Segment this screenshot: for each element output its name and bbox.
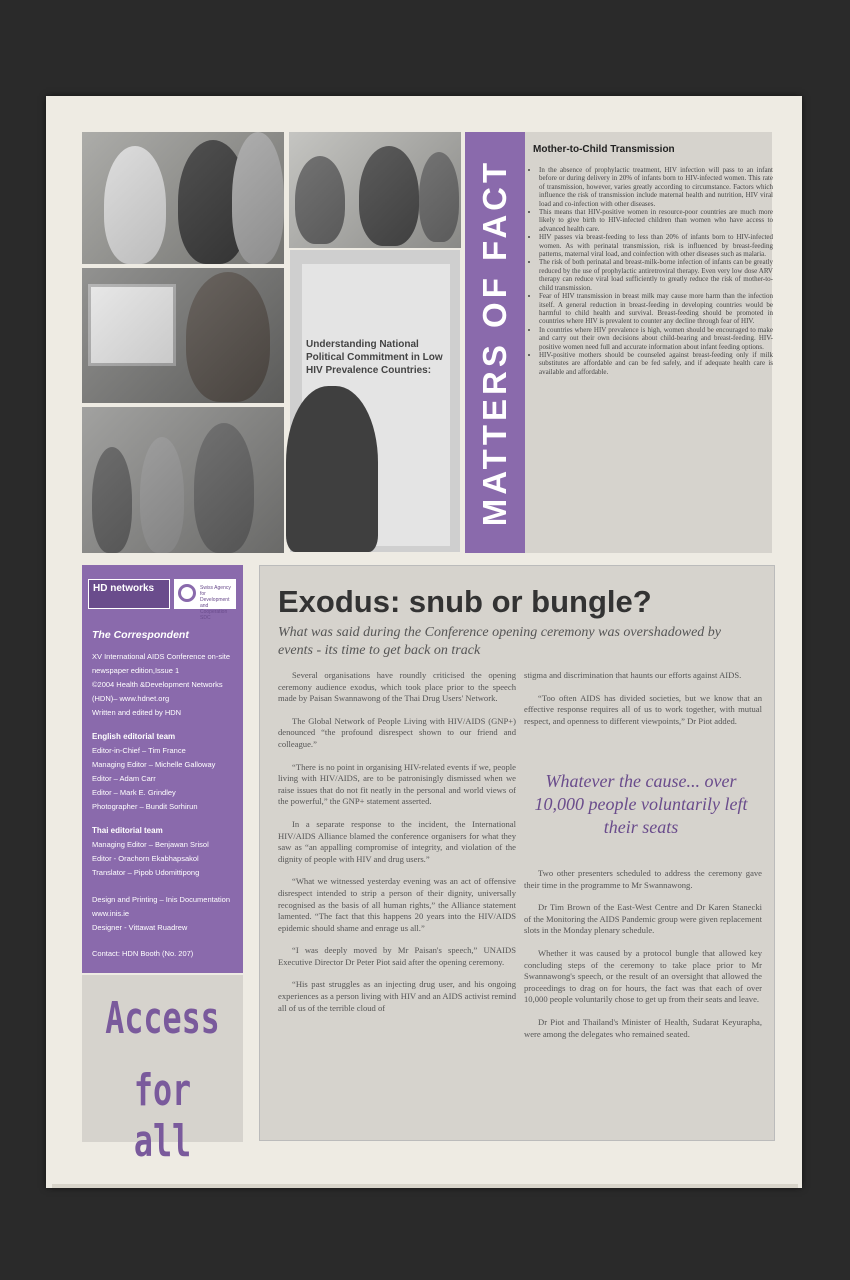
- english-team-heading: English editorial team: [92, 732, 176, 741]
- article-paragraph: “I was deeply moved by Mr Paisan's speech,” UNAIDS Executive Director Dr Peter Piot said after the opening ceremony.: [278, 945, 516, 967]
- sidebar-title: The Correspondent: [92, 629, 189, 641]
- fact-item: • In countries where HIV prevalence is high, women should be encouraged to make and carry out their own decisions about child-bearing and breast-feeding. HIV-positive women need full and accurate information about infant feeding options.: [539, 326, 773, 351]
- fact-item: • Fear of HIV transmission in breast milk may cause more harm than the infection itself. A general reduction in breast-feeding in developing countries would be harmful to child health and survival. Breast-feeding should be promoted in countries where HIV is prevalent to counter any decline through fear of HIV.: [539, 292, 773, 326]
- poster-title: Understanding National Political Commitment in Low HIV Prevalence Countries:: [306, 339, 443, 376]
- english-team-member: Editor-in-Chief – Tim France: [92, 746, 186, 755]
- fact-item: • HIV passes via breast-feeding to less than 20% of infants born to HIV-infected women. As with perinatal transmission, risk is influenced by breast-feeding patterns, maternal viral load, and coinfection with other diseases such as malaria.: [539, 233, 773, 258]
- article-column-right-top: [524, 670, 762, 738]
- article-paragraph: The Global Network of People Living with HIV/AIDS (GNP+) denounced “the profound disrespect shown to our friend and colleague.”: [278, 715, 516, 749]
- article-pullquote: Whatever the cause... over 10,000 people voluntarily left their seats: [534, 771, 748, 837]
- design-credit: Designer - Vittawat Ruadrew: [92, 923, 188, 932]
- photo-crowd-dancers: [82, 407, 284, 553]
- article-paragraph: Dr Piot and Thailand's Minister of Health, Sudarat Keyurapha, were among the delegates who remained seated.: [524, 1016, 762, 1039]
- fact-box-title: Mother-to-Child Transmission: [533, 144, 675, 155]
- english-team-member: Editor – Mark E. Grindley: [92, 788, 176, 797]
- thai-team-member: Editor - Orachorn Ekabhapsakol: [92, 854, 199, 863]
- design-credit: www.inis.ie: [92, 909, 130, 918]
- fact-box: [525, 132, 772, 553]
- band-label: MATTERS OF FACT: [476, 158, 513, 527]
- photo-poster-session: [290, 250, 460, 552]
- article-paragraph: In a separate response to the incident, the International HIV/AIDS Alliance blamed the conference organisers for what they saw as “an appalling compromise of integrity, and violation of the dignity of people with HIV and drug users.”: [278, 818, 516, 864]
- access-line-1: Access: [105, 993, 220, 1044]
- fact-list: [529, 166, 773, 376]
- sidebar-intro-line: (HDN)– www.hdnet.org: [92, 694, 170, 703]
- fact-item: • HIV-positive mothers should be counseled against breast-feeding only if milk substitutes are affordable and can be fed safely, and if adequate health care is available and affordable.: [539, 351, 773, 376]
- access-line-2: for all: [133, 1065, 192, 1167]
- hdn-logo: HD networks: [88, 579, 170, 609]
- sidebar-intro-line: newspaper edition,Issue 1: [92, 666, 180, 675]
- article-headline: Exodus: snub or bungle?: [278, 584, 652, 619]
- article-column-left: [278, 670, 516, 1025]
- matters-of-fact-band: [465, 132, 525, 553]
- contact-line: Contact: HDN Booth (No. 207): [92, 949, 194, 958]
- photo-crowd-performance: [289, 132, 461, 248]
- article-paragraph: Whether it was caused by a protocol bungle that allowed key concluding steps of the ceremony to take place prior to Mr Swannawong's speech, or the result of an oversight that allowed the proceedings to drag on for hours, the fact was that each of over 10,000 people voluntarily chose to get up from their seats and leave.: [524, 947, 762, 1005]
- english-team-member: Photographer – Bundit Sorhirun: [92, 802, 198, 811]
- article-paragraph: Two other presenters scheduled to address the ceremony gave their time in the programme to Mr Swannawong.: [524, 868, 762, 890]
- paper-edge: [52, 1184, 798, 1188]
- article-paragraph: Several organisations have roundly criticised the opening ceremony audience exodus, which took place prior to the speech made by Paisan Swannawong of the Thai Drug Users' Network.: [278, 670, 516, 704]
- thai-team-member: Managing Editor – Benjawan Srisol: [92, 840, 209, 849]
- article-paragraph: stigma and discrimination that haunts our efforts against AIDS.: [524, 670, 742, 680]
- sdc-logo: Swiss Agency for Development and Cooperation SDC: [174, 579, 236, 609]
- article: [259, 565, 775, 1141]
- english-team-member: Editor – Adam Carr: [92, 774, 156, 783]
- design-credit: Design and Printing – Inis Documentation: [92, 895, 230, 904]
- article-deck: What was said during the Conference opening ceremony was overshadowed by events - its time to get back on track: [278, 625, 722, 658]
- thai-team-member: Translator – Pipob Udomittipong: [92, 868, 200, 877]
- article-paragraph: Dr Tim Brown of the East-West Centre and Dr Karen Stanecki of the Monitoring the AIDS Pandemic group were given replacement slots in the Monday plenary schedule.: [524, 902, 762, 936]
- article-column-right-bottom: [524, 868, 762, 1051]
- article-paragraph: “What we witnessed yesterday evening was an act of offensive disrespect intended to strip a person of their dignity, universally recognised as the basis of all human rights,” the Alliance statement lamented. “The fact that this happens 20 years into the HIV/AIDS epidemic should shame and enrage us all.”: [278, 876, 516, 933]
- photo-man-computer: [82, 268, 284, 403]
- fact-item: • In the absence of prophylactic treatment, HIV infection will pass to an infant before or during delivery in 20% of infants born to HIV-infected women. This rate of transmission, however, varies greatly according to circumstance. Factors which influence the risk of transmission include maternal health and nutrition, HIV viral load and co-infection with other diseases.: [539, 166, 773, 208]
- sidebar-intro-line: Written and edited by HDN: [92, 708, 182, 717]
- article-paragraph: “There is no point in organising HIV-related events if we, people living with HIV/AIDS, are to be patronisingly dismissed when we raise issues that do not fit neatly in the personal and world views of the powerful,” the GNP+ statement asserted.: [278, 761, 516, 807]
- photo-nuns-writing: [82, 132, 284, 264]
- masthead-sidebar: [82, 565, 243, 973]
- fact-item: • The risk of both perinatal and breast-milk-borne infection of infants can be greatly reduced by the use of prophylactic antiretroviral therapy. Even very low dose ARV therapy can reduce viral load sufficiently to greatly reduce the risk of mother-to-child transmission.: [539, 258, 773, 292]
- access-for-all-panel: [82, 975, 243, 1167]
- article-paragraph: “Too often AIDS has divided societies, but we know that an effective response requires all of us to work together, with mutual respect, and openness to different viewpoints,” Dr Piot added.: [524, 692, 762, 726]
- sidebar-intro-line: XV International AIDS Conference on-site: [92, 652, 230, 661]
- article-paragraph: “His past struggles as an injecting drug user, and his ongoing experiences as a person living with HIV and an AIDS activist remind all of us of the terrible cloud of: [278, 979, 516, 1013]
- sidebar-intro-line: ©2004 Health &Development Networks: [92, 680, 223, 689]
- english-team-member: Managing Editor – Michelle Galloway: [92, 760, 216, 769]
- thai-team-heading: Thai editorial team: [92, 826, 163, 835]
- sdc-ring-icon: [178, 584, 196, 602]
- fact-item: • This means that HIV-positive women in resource-poor countries are much more likely to give birth to HIV-infected children than women who have access to advanced health care.: [539, 208, 773, 233]
